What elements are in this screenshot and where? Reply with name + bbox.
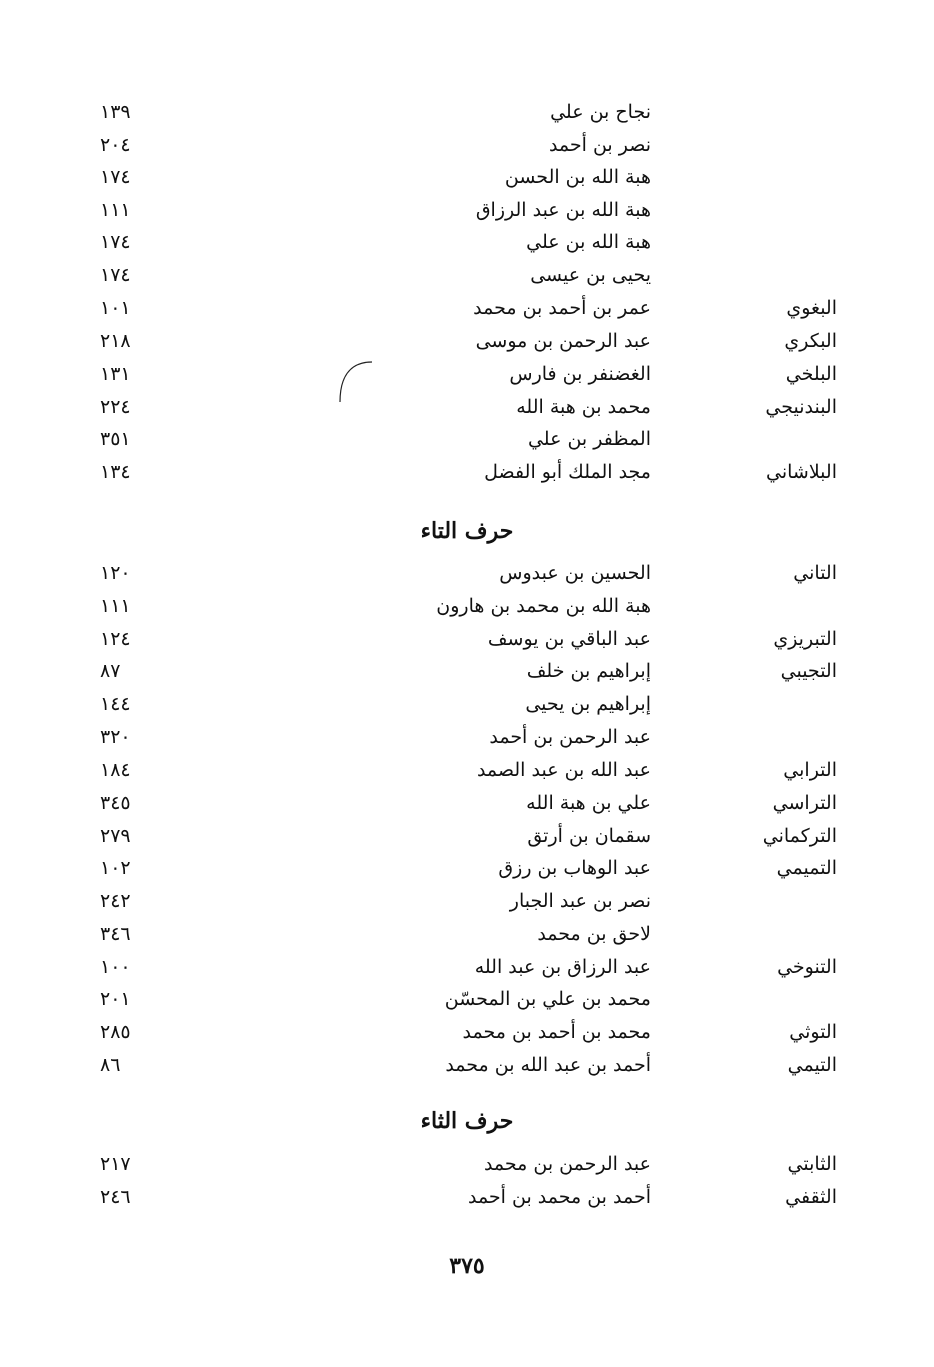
index-entry	[0, 688, 934, 720]
entry-nisba: التنوخي	[777, 956, 837, 978]
entry-name: عبد الرحمن بن محمد	[483, 1153, 651, 1175]
entry-nisba: الثقفي	[785, 1186, 837, 1208]
entry-name: الغضنفر بن فارس	[509, 363, 651, 385]
index-entry	[0, 655, 934, 687]
entry-name: سقمان بن أرتق	[527, 825, 651, 847]
entry-name: محمد بن علي بن المحسّن	[444, 988, 651, 1010]
scan-mark	[336, 358, 384, 406]
entry-page-number: ١٢٠	[100, 562, 131, 584]
entry-nisba: التيمي	[787, 1054, 837, 1076]
entry-name: عبد الله بن عبد الصمد	[476, 759, 651, 781]
entry-name: أحمد بن محمد بن أحمد	[467, 1186, 651, 1208]
entry-name: علي بن هبة الله	[526, 792, 651, 814]
index-entry	[0, 820, 934, 852]
entry-name: عبد الرزاق بن عبد الله	[474, 956, 651, 978]
section-heading-ta: حرف التاء	[420, 518, 514, 544]
index-entry	[0, 951, 934, 983]
entry-name: لاحق بن محمد	[537, 923, 651, 945]
entry-name: عبد الرحمن بن أحمد	[489, 726, 651, 748]
entry-nisba: التوثي	[789, 1021, 837, 1043]
entry-nisba: التجيبي	[780, 660, 837, 682]
entry-page-number: ٨٧	[100, 660, 121, 682]
entry-name: إبراهيم بن يحيى	[525, 693, 651, 715]
entry-page-number: ١٣١	[100, 363, 131, 385]
index-entry	[0, 885, 934, 917]
entry-page-number: ١٢٤	[100, 628, 131, 650]
entry-page-number: ٢٤٦	[100, 1186, 131, 1208]
entry-name: الحسين بن عبدوس	[499, 562, 651, 584]
index-entry	[0, 292, 934, 324]
index-entry	[0, 1148, 934, 1180]
entry-page-number: ٨٦	[100, 1054, 121, 1076]
entry-page-number: ٢٤٢	[100, 890, 131, 912]
entry-nisba: التبريزي	[773, 628, 837, 650]
index-entry	[0, 358, 934, 390]
index-entry	[0, 983, 934, 1015]
entry-name: عبد الوهاب بن رزق	[498, 857, 651, 879]
entry-page-number: ٣٤٦	[100, 923, 131, 945]
index-entry	[0, 194, 934, 226]
entry-nisba: التراسي	[772, 792, 837, 814]
entry-name: إبراهيم بن خلف	[526, 660, 651, 682]
index-entry	[0, 918, 934, 950]
entry-name: يحيى بن عيسى	[530, 264, 651, 286]
index-entry	[0, 1049, 934, 1081]
entry-name: عمر بن أحمد بن محمد	[473, 297, 651, 319]
index-entry	[0, 161, 934, 193]
entry-page-number: ١٠٢	[100, 857, 131, 879]
index-entry	[0, 754, 934, 786]
entry-name: هبة الله بن عبد الرزاق	[475, 199, 651, 221]
index-entry	[0, 557, 934, 589]
entry-page-number: ٢٨٥	[100, 1021, 131, 1043]
entry-page-number: ٢٧٩	[100, 825, 131, 847]
entry-page-number: ٣٢٠	[100, 726, 131, 748]
index-entry	[0, 259, 934, 291]
entry-page-number: ١٣٩	[100, 101, 131, 123]
entry-name: عبد الرحمن بن موسى	[475, 330, 651, 352]
entry-name: أحمد بن عبد الله بن محمد	[445, 1054, 651, 1076]
entry-page-number: ١٠٠	[100, 956, 131, 978]
entry-nisba: البكري	[784, 330, 837, 352]
entry-nisba: البغوي	[786, 297, 837, 319]
entry-page-number: ٢٠١	[100, 988, 131, 1010]
entry-page-number: ٣٥١	[100, 428, 131, 450]
entry-name: عبد الباقي بن يوسف	[487, 628, 651, 650]
entry-name: نصر بن أحمد	[548, 134, 651, 156]
index-entry	[0, 623, 934, 655]
entry-name: نجاح بن علي	[550, 101, 651, 123]
entry-page-number: ١٤٤	[100, 693, 131, 715]
index-entry	[0, 456, 934, 488]
entry-name: محمد بن هبة الله	[516, 396, 651, 418]
index-entry	[0, 721, 934, 753]
entry-nisba: التاني	[793, 562, 837, 584]
section-heading-tha: حرف الثاء	[420, 1108, 514, 1134]
entry-page-number: ١٣٤	[100, 461, 131, 483]
entry-nisba: الثابتي	[787, 1153, 837, 1175]
entry-name: المظفر بن علي	[527, 428, 651, 450]
index-entry	[0, 1181, 934, 1213]
index-entry	[0, 226, 934, 258]
entry-nisba: التميمي	[776, 857, 837, 879]
entry-page-number: ٢١٧	[100, 1153, 131, 1175]
entry-name: نصر بن عبد الجبار	[509, 890, 651, 912]
entry-page-number: ٢٢٤	[100, 396, 131, 418]
entry-name: محمد بن أحمد بن محمد	[462, 1021, 651, 1043]
entry-name: هبة الله بن الحسن	[504, 166, 651, 188]
index-entry	[0, 423, 934, 455]
index-entry	[0, 96, 934, 128]
entry-nisba: البلخي	[785, 363, 837, 385]
entry-page-number: ١١١	[100, 595, 131, 617]
entry-page-number: ١٨٤	[100, 759, 131, 781]
entry-page-number: ٣٤٥	[100, 792, 131, 814]
page-number: ٣٧٥	[449, 1253, 485, 1279]
entry-page-number: ٢٠٤	[100, 134, 131, 156]
index-entry	[0, 129, 934, 161]
entry-name: هبة الله بن علي	[526, 231, 651, 253]
entry-page-number: ١١١	[100, 199, 131, 221]
index-entry	[0, 787, 934, 819]
entry-nisba: التركماني	[762, 825, 837, 847]
index-entry	[0, 391, 934, 423]
entry-nisba: الترابي	[783, 759, 837, 781]
entry-page-number: ١٧٤	[100, 231, 131, 253]
index-entry	[0, 1016, 934, 1048]
index-entry	[0, 325, 934, 357]
entry-name: هبة الله بن محمد بن هارون	[436, 595, 651, 617]
entry-page-number: ٢١٨	[100, 330, 131, 352]
index-entry	[0, 590, 934, 622]
index-entry	[0, 852, 934, 884]
entry-nisba: البلاشاني	[766, 461, 837, 483]
entry-page-number: ١٠١	[100, 297, 131, 319]
entry-page-number: ١٧٤	[100, 264, 131, 286]
entry-name: مجد الملك أبو الفضل	[484, 461, 651, 483]
entry-nisba: البندنيجي	[765, 396, 837, 418]
entry-page-number: ١٧٤	[100, 166, 131, 188]
